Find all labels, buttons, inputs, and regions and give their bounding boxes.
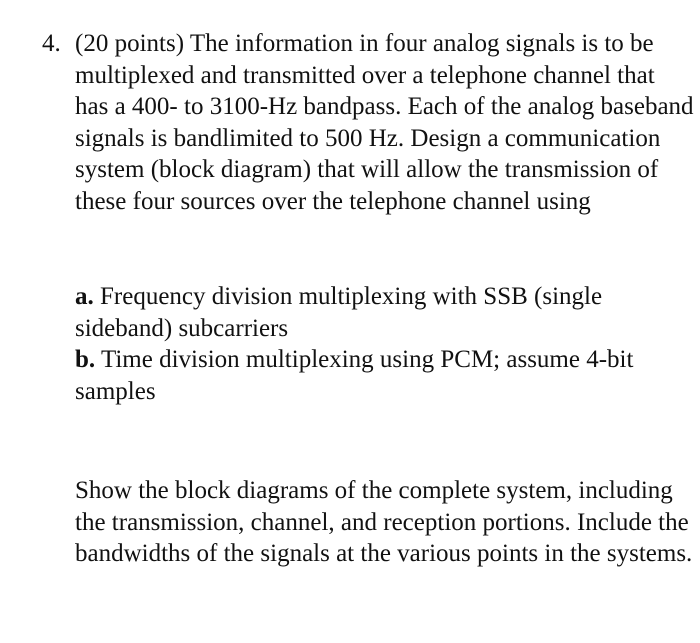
part-a	[75, 281, 695, 344]
part-b-text: Time division multiplexing using PCM; assume 4-bit samples	[75, 346, 634, 405]
problem-number: 4.	[42, 30, 61, 57]
problem-statement	[42, 28, 694, 217]
problem-body	[75, 28, 694, 217]
part-a-text: Frequency division multiplexing with SSB (single sideband) subcarriers	[75, 283, 603, 342]
problem-points: (20 points)	[75, 30, 185, 57]
problem-parts	[75, 281, 695, 407]
part-a-letter: a.	[75, 283, 94, 310]
problem-header	[42, 28, 694, 217]
closing-instructions: Show the block diagrams of the complete system, including the transmission, channel, and reception portions. Include the bandwidths of the signals at the various points in the systems.	[75, 477, 693, 567]
part-b-letter: b.	[75, 346, 96, 373]
problem-text: The information in four analog signals is to be multiplexed and transmitted over a telephone channel that has a 400- to 3100-Hz bandpass. Each of the analog baseband signals is bandlimited to 500 Hz. Design a communication system (block diagram) that will allow the transmission of these four sources over the telephone channel using	[75, 30, 694, 215]
part-b	[75, 344, 695, 407]
